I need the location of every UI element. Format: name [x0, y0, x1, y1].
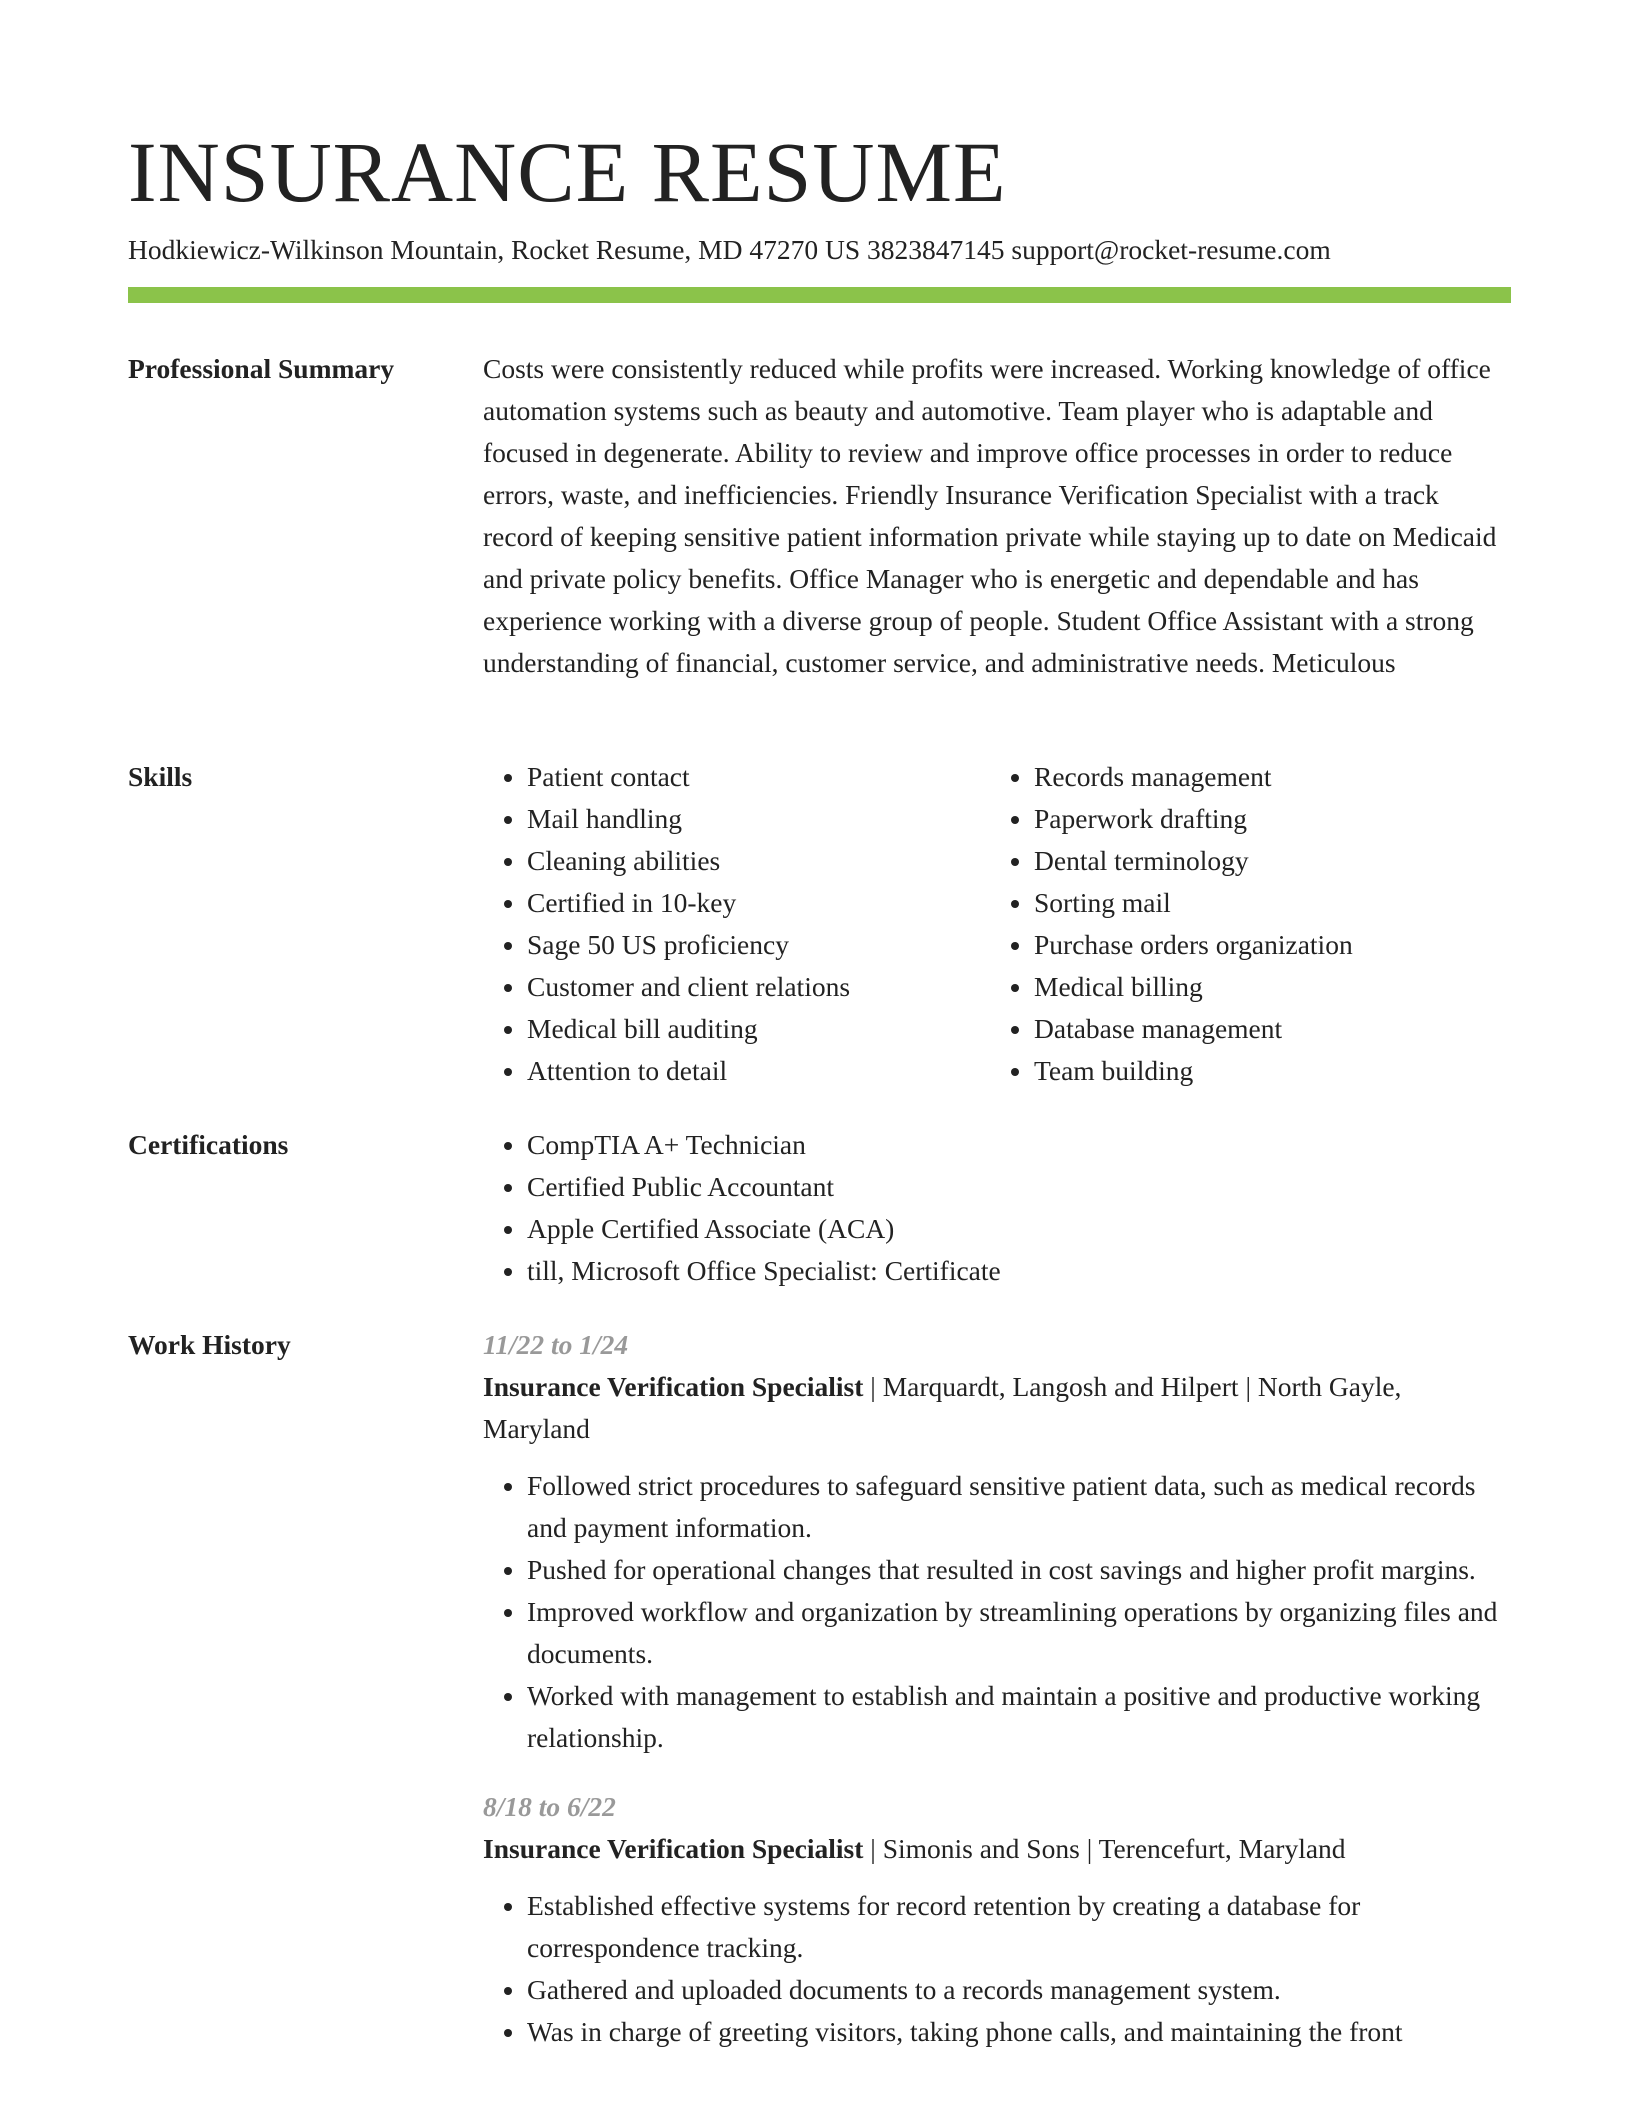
job-entry — [483, 1786, 1511, 2053]
job-dates: 11/22 to 1/24 — [483, 1329, 629, 1360]
list-item: • Attention to detail — [527, 1050, 990, 1092]
job-company: | Marquardt, Langosh and Hilpert — [863, 1371, 1238, 1402]
job-company: | Simonis and Sons — [863, 1833, 1079, 1864]
contact-email: support@rocket-resume.com — [1011, 234, 1331, 265]
summary-label: Professional Summary — [128, 353, 395, 384]
summary-body — [483, 348, 1511, 684]
list-item: • Team building — [1034, 1050, 1497, 1092]
certifications-body — [483, 1124, 1511, 1292]
list-item: • Followed strict procedures to safeguard sensitive patient data, such as medical records and payment information. — [527, 1465, 1511, 1549]
list-item: • CompTIA A+ Technician — [527, 1124, 1511, 1166]
job-title: Insurance Verification Specialist — [483, 1371, 864, 1402]
list-item: • Improved workflow and organization by streamlining operations by organizing files and documents. — [527, 1591, 1511, 1675]
certifications-list — [483, 1124, 1511, 1292]
summary-text: Costs were consistently reduced while profits were increased. Working knowledge of office automation systems such as beauty and automotive. Team player who is adaptable and focused in degenerate. Ability to review and improve office processes in order to reduce errors, waste, and inefficiencies. Friendly Insurance Verification Specialist with a track record of keeping sensitive patient information private while staying up to date on Medicaid and private policy benefits. Office Manager who is energetic and dependable and has experience working with a diverse group of people. Student Office Assistant with a strong understanding of financial, customer service, and administrative needs. Meticulous — [483, 353, 1497, 678]
job-title: Insurance Verification Specialist — [483, 1833, 864, 1864]
list-item: • Established effective systems for record retention by creating a database for correspondence tracking. — [527, 1885, 1511, 1969]
list-item: • Sorting mail — [1034, 882, 1497, 924]
list-item: • Mail handling — [527, 798, 990, 840]
list-item: • Patient contact — [527, 756, 990, 798]
list-item: • Worked with management to establish and maintain a positive and productive working relationship. — [527, 1675, 1511, 1759]
skills-list-right — [990, 756, 1497, 1092]
list-item: • Gathered and uploaded documents to a records management system. — [527, 1969, 1511, 2011]
list-item: • till, Microsoft Office Specialist: Certificate — [527, 1250, 1511, 1292]
header-divider — [128, 287, 1511, 303]
list-item: • Dental terminology — [1034, 840, 1497, 882]
job-heading — [483, 1828, 1511, 1870]
list-item: • Records management — [1034, 756, 1497, 798]
job-bullets — [483, 1465, 1511, 1759]
contact-phone: 3823847145 — [867, 234, 1005, 265]
skills-list-left — [483, 756, 990, 1092]
list-item: • Certified Public Accountant — [527, 1166, 1511, 1208]
list-item: • Pushed for operational changes that resulted in cost savings and higher profit margins. — [527, 1549, 1511, 1591]
list-item: • Apple Certified Associate (ACA) — [527, 1208, 1511, 1250]
job-heading — [483, 1366, 1511, 1450]
list-item: • Database management — [1034, 1008, 1497, 1050]
skills-body — [483, 756, 1511, 1092]
resume-title: INSURANCE RESUME — [128, 124, 1007, 220]
list-item: • Certified in 10-key — [527, 882, 990, 924]
skills-label: Skills — [128, 761, 193, 792]
list-item: • Sage 50 US proficiency — [527, 924, 990, 966]
list-item: • Purchase orders organization — [1034, 924, 1497, 966]
list-item: • Paperwork drafting — [1034, 798, 1497, 840]
work-history-label: Work History — [128, 1329, 291, 1360]
contact-address: Hodkiewicz-Wilkinson Mountain, Rocket Resume, MD 47270 US — [128, 234, 861, 265]
list-item: • Was in charge of greeting visitors, taking phone calls, and maintaining the front — [527, 2011, 1511, 2053]
list-item: • Cleaning abilities — [527, 840, 990, 882]
work-history-body — [483, 1324, 1511, 2053]
job-location: | Terencefurt, Maryland — [1080, 1833, 1346, 1864]
job-bullets — [483, 1885, 1511, 2053]
certifications-label: Certifications — [128, 1129, 289, 1160]
list-item: • Medical bill auditing — [527, 1008, 990, 1050]
contact-line — [128, 230, 1331, 270]
job-location: | North Gayle, Maryland — [483, 1371, 1401, 1444]
list-item: • Customer and client relations — [527, 966, 990, 1008]
job-entry — [483, 1324, 1511, 1759]
job-dates: 8/18 to 6/22 — [483, 1791, 616, 1822]
list-item: • Medical billing — [1034, 966, 1497, 1008]
